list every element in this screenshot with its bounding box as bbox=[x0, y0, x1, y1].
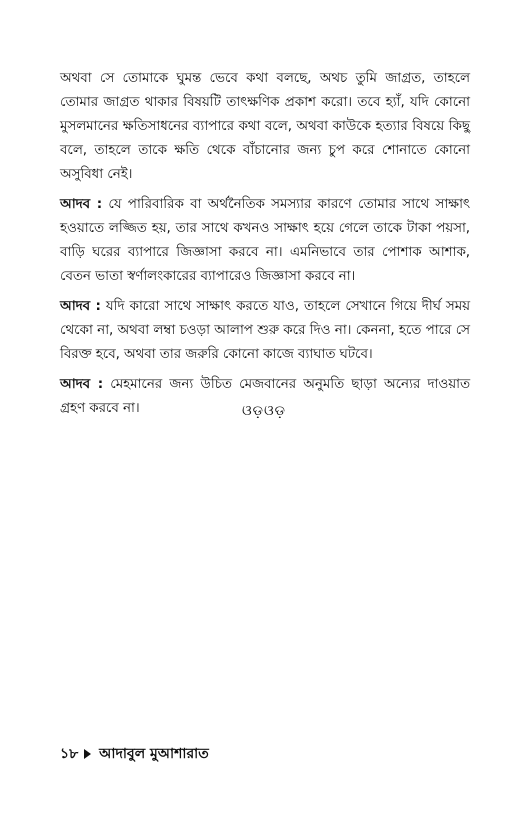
adab-label: আদব : bbox=[60, 196, 103, 212]
paragraph-adab-1 bbox=[60, 192, 470, 288]
adab-label: আদব : bbox=[60, 376, 103, 392]
page-body bbox=[60, 66, 470, 426]
adab-label: আদব : bbox=[60, 298, 101, 314]
adab-text: মেহমানের জন্য উচিত মেজবানের অনুমতি ছাড়া অন্যের দাওয়াত গ্রহণ করবে না। bbox=[60, 376, 471, 416]
book-title: আদাবুল মুআশারাত bbox=[99, 746, 209, 762]
page-footer bbox=[60, 742, 209, 766]
paragraph-continued: অথবা সে তোমাকে ঘুমন্ত ভেবে কথা বলছে, অথচ তুমি জাগ্রত, তাহলে তোমার জাগ্রত থাকার বিষয়টি তাৎক্ষণিক প্রকাশ করো। তবে হ্যাঁ, যদি কোনো মুসলমানের ক্ষতিসাধনের ব্যাপারে কথা বলে, অথবা কাউকে হত্যার বিষয়ে কিছু বলে, তাহলে তাকে ক্ষতি থেকে বাঁচানোর জন্য চুপ করে শোনাতে কোনো অসুবিধা নেই। bbox=[60, 70, 470, 182]
page-number: ১৮ bbox=[60, 746, 79, 762]
adab-text: যদি কারো সাথে সাক্ষাৎ করতে যাও, তাহলে সেখানে গিয়ে দীর্ঘ সময় থেকো না, অথবা লম্বা চওড়া আলাপ শুরু করে দিও না। কেননা, হতে পারে সে বিরক্ত হবে, অথবা তার জরুরি কোনো কাজে ব্যাঘাত ঘটবে। bbox=[60, 298, 470, 362]
right-triangle-icon bbox=[84, 749, 91, 759]
section-divider-ornament: ଓଡ଼ଓଡ଼ bbox=[241, 403, 287, 419]
adab-text: যে পারিবারিক বা অর্থনৈতিক সমস্যার কারণে তোমার সাথে সাক্ষাৎ হওয়াতে লজ্জিত হয়, তার সাথে কখনও সাক্ষাৎ হয়ে গেলে তাকে টাকা পয়সা, বাড়ি ঘরের ব্যাপারে জিজ্ঞাসা করবে না। এমনিভাবে তার পোশাক আশাক, বেতন ভাতা স্বর্ণালংকারের ব্যাপারেও জিজ্ঞাসা করবে না। bbox=[60, 196, 470, 284]
paragraph-adab-2 bbox=[60, 294, 470, 366]
